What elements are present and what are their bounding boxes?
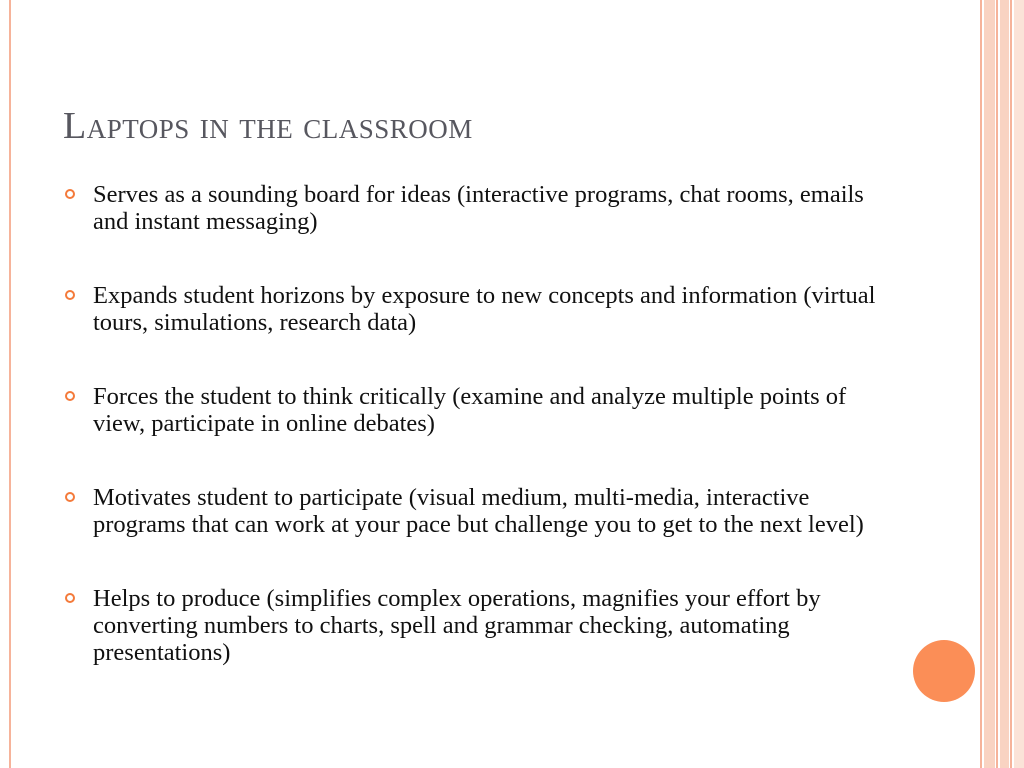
bullet-item xyxy=(62,585,892,666)
bullet-text: Forces the student to think critically (examine and analyze multiple points of view, participate in online debates) xyxy=(93,383,847,437)
bullet-text: Motivates student to participate (visual medium, multi-media, interactive programs that can work at your pace but challenge you to get to the next level) xyxy=(93,484,864,538)
bullet-text: Helps to produce (simplifies complex operations, magnifies your effort by converting numbers to charts, spell and grammar checking, automating presentations) xyxy=(93,585,821,666)
bullet-circle-icon xyxy=(65,391,75,401)
right-decorative-stripe xyxy=(984,0,995,768)
bullet-circle-icon xyxy=(65,593,75,603)
right-decorative-stripe xyxy=(1014,0,1024,768)
bullet-item xyxy=(62,282,892,336)
right-decorative-stripe xyxy=(1010,0,1012,768)
bullet-item xyxy=(62,484,892,538)
bullet-item xyxy=(62,181,892,235)
left-border-stripe xyxy=(9,0,11,768)
right-decorative-stripe xyxy=(996,0,998,768)
decorative-circle-icon xyxy=(913,640,975,702)
bullet-text: Serves as a sounding board for ideas (interactive programs, chat rooms, emails and instant messaging) xyxy=(93,181,864,235)
bullet-circle-icon xyxy=(65,492,75,502)
bullet-item xyxy=(62,383,892,437)
bullet-text: Expands student horizons by exposure to new concepts and information (virtual tours, simulations, research data) xyxy=(93,282,876,336)
bullet-circle-icon xyxy=(65,189,75,199)
bullet-circle-icon xyxy=(65,290,75,300)
bullet-list xyxy=(62,181,892,713)
right-decorative-stripe xyxy=(980,0,982,768)
right-decorative-stripe xyxy=(1000,0,1009,768)
slide-title: Laptops in the classroom xyxy=(63,105,473,147)
